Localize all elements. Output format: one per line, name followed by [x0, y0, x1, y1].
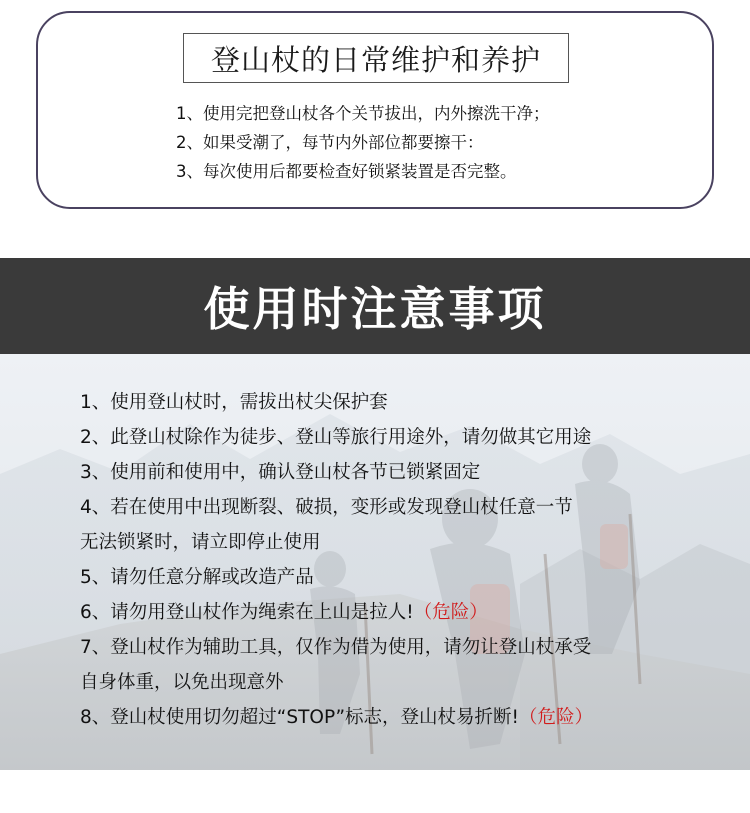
notice-item: 2、此登山杖除作为徒步、登山等旅行用途外，请勿做其它用途 — [80, 427, 592, 448]
notice-banner — [0, 258, 750, 354]
maintenance-item: 3、每次使用后都要检查好锁紧装置是否完整。 — [176, 162, 517, 181]
maintenance-list — [176, 99, 696, 186]
danger-label: （危险） — [518, 707, 593, 728]
maintenance-card — [36, 11, 714, 209]
maintenance-item: 1、使用完把登山杖各个关节拔出，内外擦洗干净； — [176, 104, 550, 123]
notice-item: 5、请勿任意分解或改造产品 — [80, 567, 314, 588]
maintenance-title: 登山杖的日常维护和养护 — [183, 33, 569, 83]
maintenance-item: 2、如果受潮了，每节内外部位都要擦干： — [176, 133, 484, 152]
notice-list — [80, 385, 720, 735]
notice-title: 使用时注意事项 — [203, 282, 547, 336]
notice-item: 3、使用前和使用中，确认登山杖各节已锁紧固定 — [80, 462, 481, 483]
notice-item: 1、使用登山杖时，需拔出杖尖保护套 — [80, 392, 388, 413]
notice-item: 自身体重，以免出现意外 — [80, 672, 284, 693]
notice-item: 6、请勿用登山杖作为绳索在上山是拉人!（危险） — [80, 602, 488, 623]
notice-item: 7、登山杖作为辅助工具，仅作为借为使用，请勿让登山杖承受 — [80, 637, 592, 658]
notice-item: 8、登山杖使用切勿超过“STOP”标志，登山杖易折断!（危险） — [80, 707, 593, 728]
danger-label: （危险） — [413, 602, 488, 623]
notice-item: 4、若在使用中出现断裂、破损，变形或发现登山杖任意一节 — [80, 497, 573, 518]
notice-item: 无法锁紧时，请立即停止使用 — [80, 532, 321, 553]
